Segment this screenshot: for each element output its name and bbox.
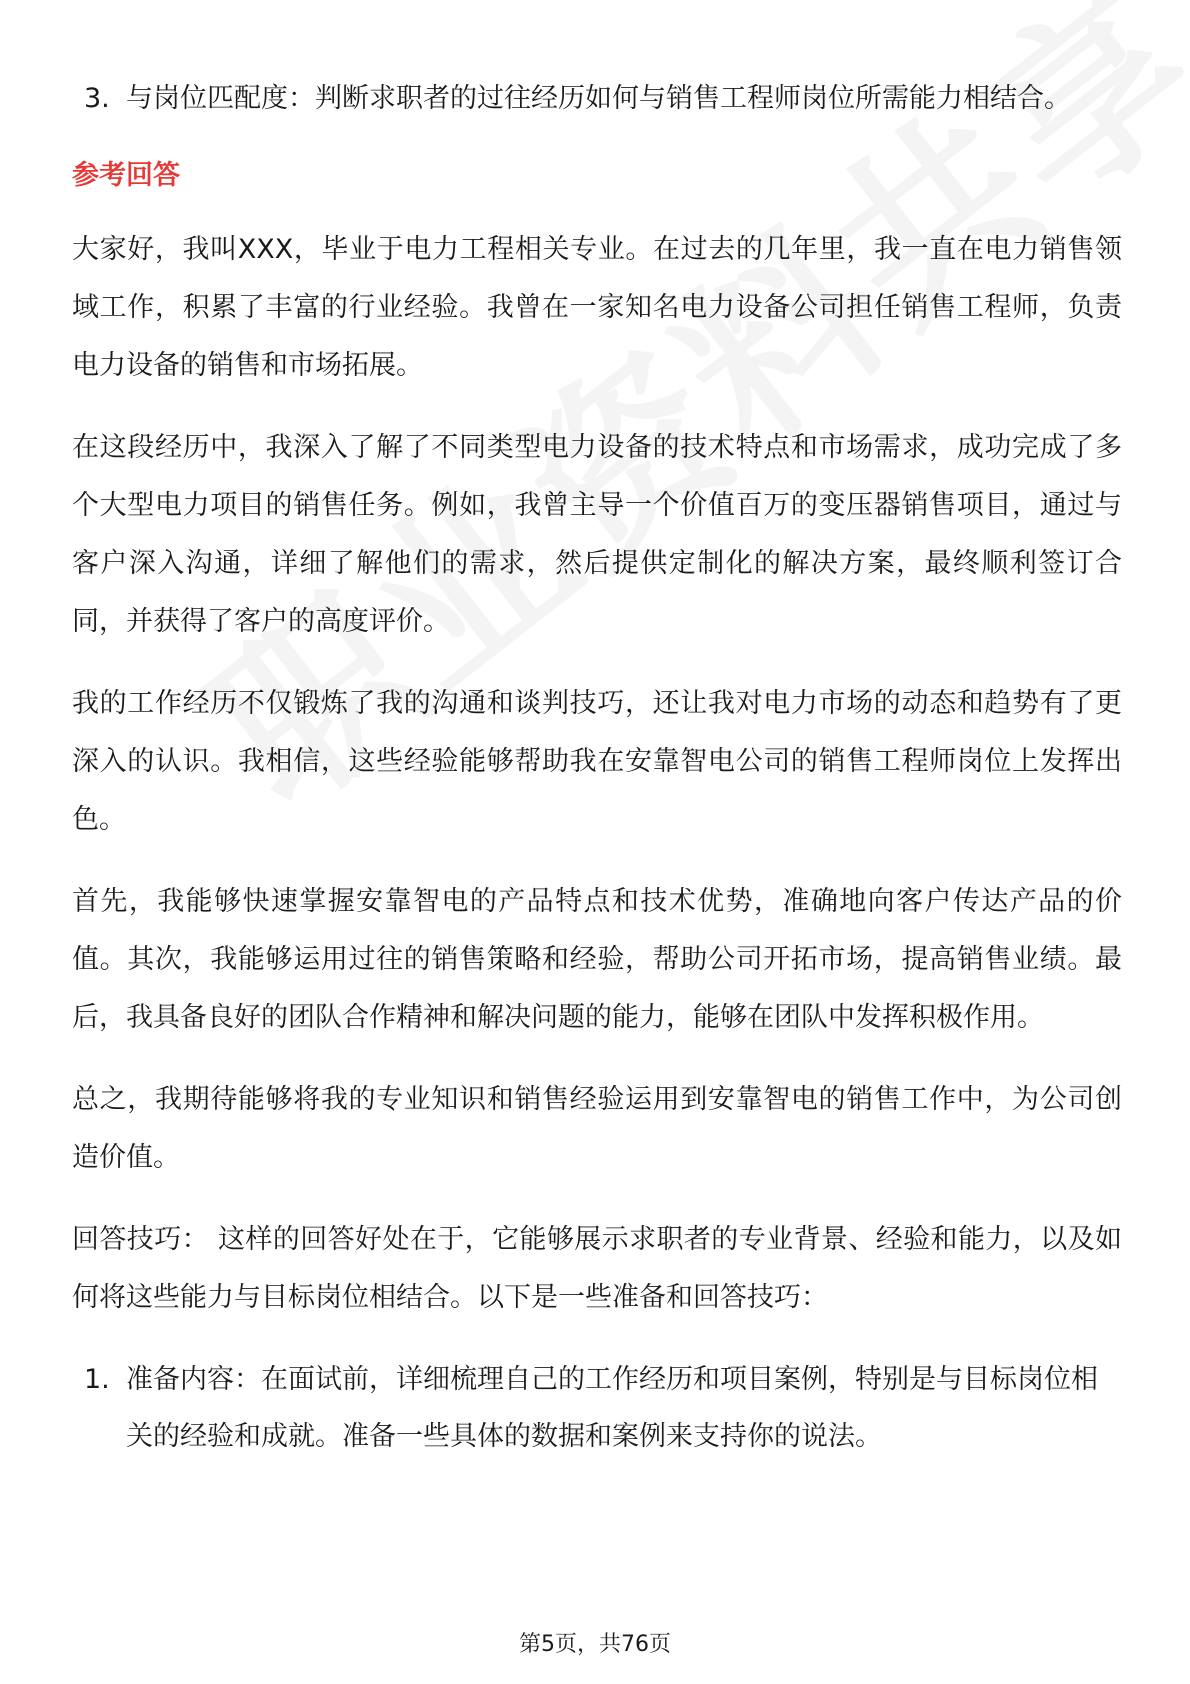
- list-item-number: 1.: [84, 1364, 110, 1395]
- list-item: [72, 70, 1122, 127]
- paragraph: 回答技巧： 这样的回答好处在于，它能够展示求职者的专业背景、经验和能力，以及如何将这些能力与目标岗位相结合。以下是一些准备和回答技巧：: [72, 1224, 1122, 1313]
- list-item-number: 3.: [84, 83, 110, 114]
- paragraph: 总之，我期待能够将我的专业知识和销售经验运用到安靠智电的销售工作中，为公司创造价值。: [72, 1084, 1122, 1173]
- content-area: [72, 70, 1122, 1465]
- list-item-text: 准备内容：在面试前，详细梳理自己的工作经历和项目案例，特别是与目标岗位相关的经验和成就。准备一些具体的数据和案例来支持你的说法。: [126, 1364, 1098, 1452]
- paragraph: 大家好，我叫XXX，毕业于电力工程相关专业。在过去的几年里，我一直在电力销售领域工作，积累了丰富的行业经验。我曾在一家知名电力设备公司担任销售工程师，负责电力设备的销售和市场拓展。: [72, 234, 1122, 381]
- page-number-footer: 第5页，共76页: [519, 1632, 671, 1657]
- paragraph: 我的工作经历不仅锻炼了我的沟通和谈判技巧，还让我对电力市场的动态和趋势有了更深入的认识。我相信，这些经验能够帮助我在安靠智电公司的销售工程师岗位上发挥出色。: [72, 688, 1122, 835]
- section-title: 参考回答: [72, 160, 180, 191]
- paragraph: 在这段经历中，我深入了解了不同类型电力设备的技术特点和市场需求，成功完成了多个大型电力项目的销售任务。例如，我曾主导一个价值百万的变压器销售项目，通过与客户深入沟通，详细了解他们的需求，然后提供定制化的解决方案，最终顺利签订合同，并获得了客户的高度评价。: [72, 432, 1122, 637]
- paragraph: 首先，我能够快速掌握安靠智电的产品特点和技术优势，准确地向客户传达产品的价值。其次，我能够运用过往的销售策略和经验，帮助公司开拓市场，提高销售业绩。最后，我具备良好的团队合作精神和解决问题的能力，能够在团队中发挥积极作用。: [72, 886, 1122, 1033]
- list-item: [72, 1351, 1122, 1465]
- list-item-text: 与岗位匹配度：判断求职者的过往经历如何与销售工程师岗位所需能力相结合。: [126, 83, 1071, 114]
